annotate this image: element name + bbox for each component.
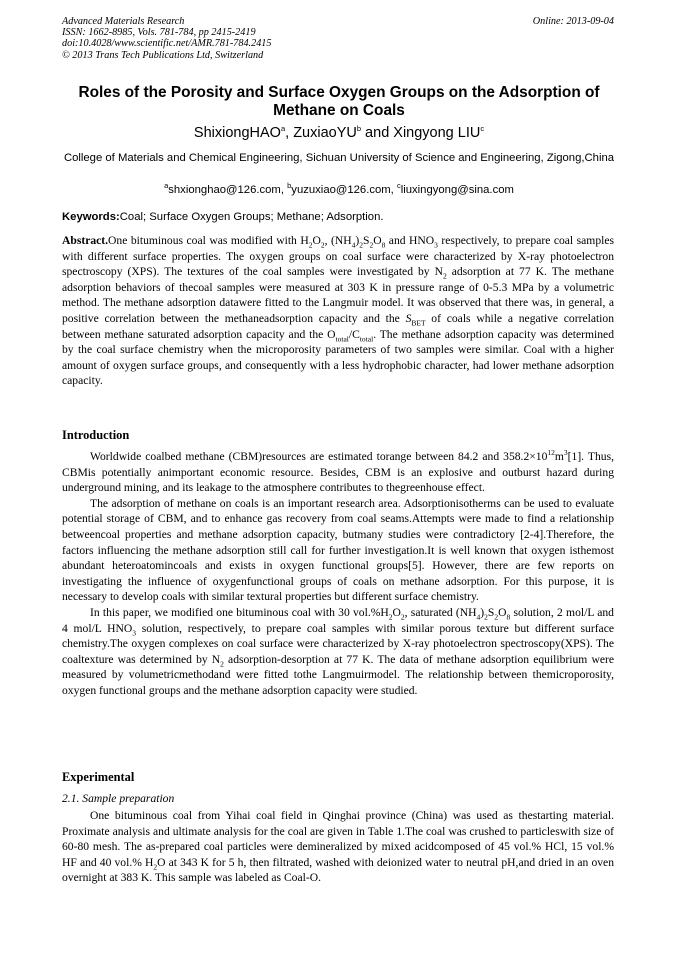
author-marker: a <box>280 124 286 134</box>
paragraph: The adsorption of methane on coals is an important research area. Adsorptionisotherms can be used to evaluate potential storage of CBM, and to enhance gas recovery from coal seams.Attempts were made to find a relationship betweencoal properties and methane adsorption capacity, butmany studies were contradictory [2-4].Therefore, the factors influencing the methane adsorption still call for further investigation.It is well known that oxygen isthemost abundant heteroatomincoals and exists in oxygen functional groups[5]. However, there are few reports on investigating the influence of oxygenfunctional groups of coals on methane adsorption. For this purpose, it is necessary to develop coals with similar textural properties but different surface chemistry. <box>62 496 614 604</box>
abstract-text: /C <box>348 327 360 341</box>
subscript: 2 <box>388 612 393 622</box>
paragraph-text: O <box>498 605 507 619</box>
subsection-heading: 2.1. Sample preparation <box>62 792 175 805</box>
issn-line: ISSN: 1662-8985, Vols. 781-784, pp 2415-2419 <box>62 27 256 39</box>
subscript: 2 <box>369 240 374 250</box>
keywords-text: Coal; Surface Oxygen Groups; Methane; Adsorption. <box>119 211 384 223</box>
abstract <box>62 233 614 389</box>
paper-title: Roles of the Porosity and Surface Oxygen Groups on the Adsorption of Methane on Coals <box>78 84 600 119</box>
email-link[interactable]: shxionghao@126.com, <box>168 184 288 196</box>
paragraph-text: [1]. Thus, CBMis potentially animportant economic resource. Besides, CBM is an explosive and outburst hazard during underground mining, and its leakage to the atmosphere contributes to thegreenhouse effect. <box>62 450 614 495</box>
subscript: 2 <box>359 240 363 250</box>
subscript: total <box>335 333 349 343</box>
paragraph-text: Worldwide coalbed methane (CBM)resources are estimated torange between 84.2 and 358.2×10 <box>90 450 548 463</box>
subscript: 2 <box>320 240 325 250</box>
paragraph-text: S <box>487 605 495 619</box>
paragraph-text: In this paper, we modified one bituminous coal with 30 vol.%H <box>90 605 389 619</box>
paragraph-text: solution, 2 mol/L and 4 mol/L HNO <box>62 605 614 635</box>
section-heading-experimental: Experimental <box>62 770 135 784</box>
abstract-text: O <box>373 234 382 247</box>
keywords-label: Keywords: <box>62 211 120 223</box>
subscript: 4 <box>351 240 356 250</box>
abstract-text: O <box>312 234 321 247</box>
author-marker: c <box>480 124 485 134</box>
author-name: ZuxiaoYU <box>293 125 357 141</box>
paragraph-text: ) <box>480 605 485 619</box>
doi-line: doi:10.4028/www.scientific.net/AMR.781-784.2415 <box>62 38 272 50</box>
abstract-text: S <box>405 311 412 325</box>
abstract-text: . The methane adsorption capacity was determined by the coal surface chemistry when the microporosity parameters of two samples were similar. Coal with a higher amount of oxygen surface groups, and consequently with a less hydrophobic character, had lower methane adsorption capacity. <box>62 327 615 388</box>
paragraph-text: One bituminous coal from Yihai coal field in Qinghai province (China) was used as thestarting material. Proximate analysis and ultimate analysis for the coal are given in Table 1.The coal was crushed to particleswith size of 60-80 mesh. The as-prepared coal particles were demineralized by mixed acidcomposed of 45 vol.% HCl, 15 vol.% HF and 40 vol.% H <box>62 809 614 869</box>
subscript: 2 <box>400 612 405 622</box>
paragraph <box>62 605 614 699</box>
journal-header <box>62 16 271 61</box>
subscript: 3 <box>434 240 438 250</box>
abstract-text: S <box>362 234 370 247</box>
email-link[interactable]: yuzuxiao@126.com, <box>291 184 397 196</box>
abstract-text: One bituminous coal was modified with H <box>108 234 309 247</box>
subscript: 8 <box>381 240 386 250</box>
superscript: 3 <box>563 448 568 458</box>
author-marker: b <box>356 124 362 134</box>
abstract-label: Abstract. <box>62 234 109 247</box>
copyright-line: © 2013 Trans Tech Publications Ltd, Switzerland <box>62 49 264 61</box>
online-date: Online: 2013-09-04 <box>532 16 614 27</box>
subscript: 2 <box>220 659 224 669</box>
superscript: 12 <box>547 448 555 458</box>
section-heading-introduction: Introduction <box>62 428 130 442</box>
experimental-body <box>62 808 614 886</box>
paragraph-text: O at 343 K for 5 h, then filtrated, washed with deionized water to neutral pH,and dried in an oven overnight at 383 K. This sample was labeled as Coal-O. <box>62 855 614 885</box>
subscript: 4 <box>476 612 481 622</box>
author-name: ShixiongHAO <box>193 125 281 141</box>
email-list <box>0 181 678 196</box>
affiliation: College of Materials and Chemical Engineering, Sichuan University of Science and Engineering, Zigong,China <box>63 152 615 164</box>
subscript: 2 <box>494 612 499 622</box>
paragraph-text: , saturated (NH <box>404 605 477 619</box>
paragraph-text: m <box>554 450 564 463</box>
abstract-text: adsorption at 77 K. The methane adsorption behaviors of thecoal samples were measured at 303 K in pressure range of 0-5.3 MPa by a volumetric method. The methane adsorption datawere fitted to the Langmuir model. It was observed that there was, in general, a positive correlation between the methaneadsorption capacity and the <box>62 265 615 325</box>
paragraph-text: solution, respectively, to prepare coal samples with similar porous texture but different surface chemistry.The oxygen complexes on coal surface were characterized by X-ray photoelectron spectroscopy(XPS). The coaltexture was determined by N <box>62 621 614 666</box>
keywords <box>62 211 618 223</box>
email-link[interactable]: liuxingyong@sina.com <box>400 184 514 196</box>
subscript: 2 <box>153 862 158 872</box>
abstract-text: respectively, to prepare coal samples with different surface properties. The oxygen groups on coal surface were characterized by X-ray photoelectron spectroscopy (XPS). The textures of the coal samples were investigated by N <box>62 234 614 279</box>
abstract-text: and HNO <box>385 234 435 247</box>
author-name: Xingyong LIU <box>393 125 481 141</box>
paragraph <box>62 449 614 496</box>
email-marker: c <box>396 181 401 191</box>
paragraph-text: O <box>392 605 401 619</box>
subscript: BET <box>411 318 426 328</box>
email-marker: a <box>164 181 169 191</box>
paragraph-text: adsorption-desorption at 77 K. The data of methane adsorption equilibrium were measured by volumetricmethodand were fitted tothe Langmuirmodel. The relationship between themicroporosity, oxygen functional groups and the methane adsorption capacity were studied. <box>62 652 614 697</box>
subscript: 8 <box>506 612 511 622</box>
author-list: ShixiongHAO$^a$, ZuxiaoYU$^b$ and Xingyong LIU$^c$ <box>193 124 485 141</box>
subscript: total <box>359 333 374 343</box>
subscript: 2 <box>442 271 447 281</box>
subscript: 3 <box>132 627 137 637</box>
paragraph <box>62 808 614 886</box>
subscript: 2 <box>484 612 488 622</box>
journal-name: Advanced Materials Research <box>62 16 185 27</box>
abstract-text: , (NH <box>324 234 352 247</box>
abstract-text: of coals while a negative correlation between methane saturated adsorption capacity and the O <box>62 311 615 341</box>
email-marker: b <box>287 181 292 191</box>
abstract-text: ) <box>355 234 360 247</box>
subscript: 2 <box>308 240 313 250</box>
introduction-body <box>62 449 614 699</box>
